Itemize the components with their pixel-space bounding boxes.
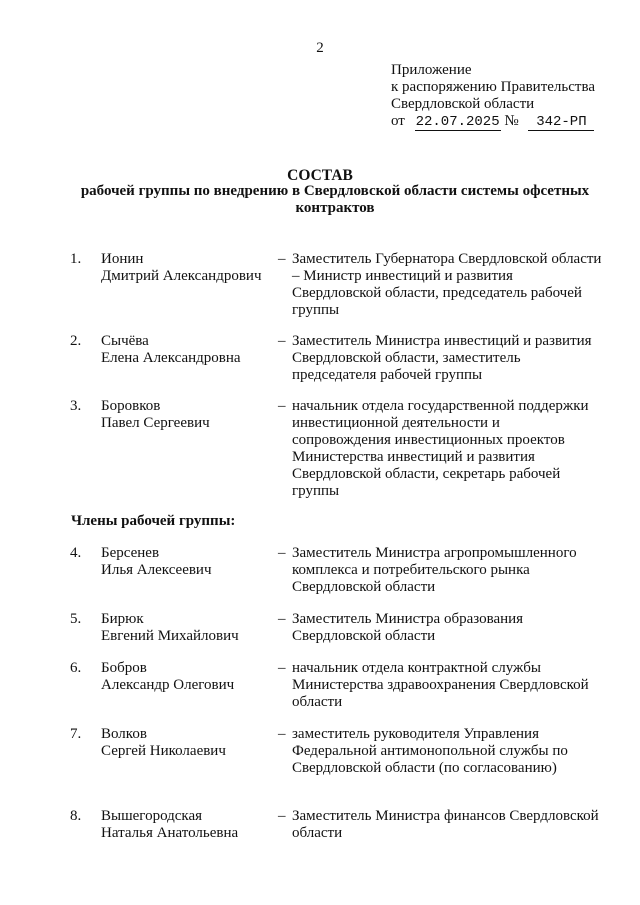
dash: –: [278, 398, 286, 414]
member-role: Заместитель Губернатора Свердловской области – Министр инвестиций и развития Свердловской области, председатель рабочей группы: [292, 251, 602, 318]
surname: Волков: [101, 726, 147, 742]
given-names: Сергей Николаевич: [101, 743, 226, 759]
member-name: [101, 611, 239, 645]
dash: –: [278, 808, 286, 824]
given-names: Наталья Анатольевна: [101, 825, 239, 841]
member-name: [101, 333, 241, 367]
member-name: [101, 660, 234, 694]
dash: –: [278, 251, 286, 267]
surname: Берсенев: [101, 545, 160, 561]
dash: –: [278, 726, 286, 742]
item-number: 3.: [70, 398, 82, 414]
appendix-line: к распоряжению Правительства: [391, 79, 596, 95]
dash: –: [278, 660, 286, 676]
document-subtitle: рабочей группы по внедрению в Свердловской области системы офсетных контрактов: [80, 183, 590, 216]
member-role: Заместитель Министра агропромышленного комплекса и потребительского рынка Свердловской области: [292, 545, 577, 595]
member-role: начальник отдела государственной поддержки инвестиционной деятельности и сопровождения инвестиционных проектов Министерства инвестиций и развития Свердловской области, секретарь рабочей группы: [292, 398, 589, 499]
surname: Вышегородская: [101, 808, 203, 824]
appendix-block: [391, 62, 595, 131]
dash: –: [278, 611, 286, 627]
page-number: 2: [316, 40, 324, 56]
item-number: 8.: [70, 808, 82, 824]
given-names: Дмитрий Александрович: [101, 268, 262, 284]
given-names: Александр Олегович: [101, 677, 235, 693]
item-number: 6.: [70, 660, 82, 676]
surname: Бобров: [101, 660, 147, 676]
dash: –: [278, 333, 286, 349]
given-names: Евгений Михайлович: [101, 628, 239, 644]
item-number: 7.: [70, 726, 82, 742]
number-prefix: №: [504, 113, 519, 129]
member-role: заместитель руководителя Управления Федеральной антимонопольной службы по Свердловской области (по согласованию): [292, 726, 568, 776]
date-prefix: от: [391, 113, 405, 129]
surname: Бирюк: [101, 611, 144, 627]
appendix-title: Приложение: [391, 62, 472, 78]
member-role: Заместитель Министра инвестиций и развития Свердловской области, заместитель председателя рабочей группы: [292, 333, 592, 383]
given-names: Елена Александровна: [101, 350, 241, 366]
appendix-reference: [391, 113, 595, 131]
document-title: СОСТАВ: [287, 167, 353, 184]
given-names: Илья Алексеевич: [101, 562, 212, 578]
members-heading: Члены рабочей группы:: [71, 513, 236, 529]
member-name: [101, 545, 212, 579]
member-role: Заместитель Министра образования Свердловской области: [292, 611, 524, 644]
item-number: 1.: [70, 251, 82, 267]
member-role: Заместитель Министра финансов Свердловской области: [292, 808, 599, 841]
surname: Боровков: [101, 398, 161, 414]
number-value: 342-РП: [528, 114, 594, 131]
member-name: [101, 251, 262, 285]
surname: Ионин: [101, 251, 144, 267]
dash: –: [278, 545, 286, 561]
member-name: [101, 808, 238, 842]
given-names: Павел Сергеевич: [101, 415, 210, 431]
member-role: начальник отдела контрактной службы Министерства здравоохранения Свердловской области: [292, 660, 589, 710]
member-name: [101, 398, 210, 432]
appendix-line: Свердловской области: [391, 96, 535, 112]
item-number: 5.: [70, 611, 82, 627]
member-name: [101, 726, 226, 760]
item-number: 4.: [70, 545, 82, 561]
date-value: 22.07.2025: [415, 114, 500, 130]
item-number: 2.: [70, 333, 82, 349]
surname: Сычёва: [101, 333, 149, 349]
